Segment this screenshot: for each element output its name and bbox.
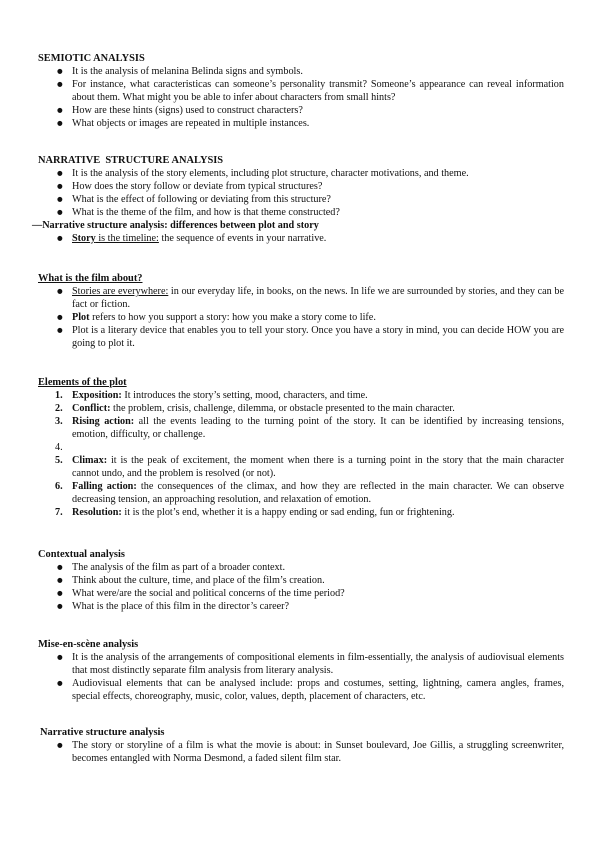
contextual-heading: Contextual analysis bbox=[38, 549, 125, 560]
narrative-subheading: —Narrative structure analysis: differences between plot and story bbox=[32, 220, 319, 231]
item-term: Resolution: bbox=[72, 507, 122, 518]
list-item: ● Think about the culture, time, and place of the film’s creation. bbox=[38, 574, 564, 587]
list-item bbox=[38, 232, 564, 245]
narrative2-list bbox=[38, 739, 564, 765]
list-item: ● How does the story follow or deviate from typical structures? bbox=[38, 180, 564, 193]
list-item: ● It is the analysis of melanina Belinda signs and symbols. bbox=[38, 65, 564, 78]
item-text: it is the peak of excitement, the moment when there is a turning point in the story that the main character cannot undo, and the problem is resolved (or not). bbox=[72, 455, 564, 479]
contextual-list bbox=[38, 561, 564, 613]
item-number: 1. bbox=[55, 390, 63, 401]
elements-section bbox=[38, 376, 564, 519]
narrative-heading: NARRATIVE STRUCTURE ANALYSIS bbox=[38, 155, 224, 166]
item-number: 5. bbox=[55, 455, 63, 466]
item-text: the consequences of the climax, and how they are reflected in the main character. We can observe decreasing tension, an approaching resolution, and relaxation of emotion. bbox=[72, 481, 564, 505]
list-item: ● It is the analysis of the arrangements of compositional elements in film-essentially, the analysis of audiovisual elements that most distinctly separate film analysis from literary analysis. bbox=[38, 651, 564, 677]
list-item: ● It is the analysis of the story elements, including plot structure, character motivations, and theme. bbox=[38, 167, 564, 180]
item-text: refers to how you support a story: how you make a story come to life. bbox=[89, 312, 376, 323]
film-about-heading: What is the film about? bbox=[38, 273, 143, 284]
list-item: ● How are these hints (signs) used to construct characters? bbox=[38, 104, 564, 117]
stories-link: Stories are everywhere: bbox=[72, 286, 169, 297]
film-about-list bbox=[38, 285, 564, 350]
item-text: in our everyday life, in books, on the news. In life we are surrounded by stories, and they can be fact or fiction. bbox=[72, 286, 565, 310]
item-number: 7. bbox=[55, 507, 63, 518]
item-term: Exposition: bbox=[72, 390, 122, 401]
list-item bbox=[38, 402, 564, 415]
narrative-list bbox=[38, 167, 564, 219]
list-item: ● Audiovisual elements that can be analysed include: props and costumes, setting, lightning, camera angles, frames, special effects, choreography, music, color, values, depth, placement of characters, etc. bbox=[38, 677, 564, 703]
semiotic-section bbox=[38, 52, 564, 130]
film-about-section bbox=[38, 272, 564, 350]
list-item bbox=[38, 311, 564, 324]
list-item: ● What is the effect of following or deviating from this structure? bbox=[38, 193, 564, 206]
item-term: Conflict: bbox=[72, 403, 111, 414]
item-text: the problem, crisis, challenge, dilemma, or obstacle presented to the main character. bbox=[110, 403, 455, 414]
list-item bbox=[38, 389, 564, 402]
contextual-section bbox=[38, 548, 564, 613]
elements-list bbox=[38, 389, 564, 519]
semiotic-list bbox=[38, 65, 564, 130]
list-item: ● Plot is a literary device that enables you to tell your story. Once you have a story in mind, you can decide HOW you are going to plot it. bbox=[38, 324, 564, 350]
item-number: 4. bbox=[55, 442, 63, 453]
list-item bbox=[38, 480, 564, 506]
list-item: ● The story or storyline of a film is what the movie is about: in Sunset boulevard, Joe Gillis, a struggling screenwriter, becomes entangled with Norma Desmond, a faded silent film star. bbox=[38, 739, 564, 765]
list-item bbox=[38, 454, 564, 480]
item-text: all the events leading to the turning point of the story. It can be identified by increasing tensions, emotion, difficulty, or challenge. bbox=[72, 416, 565, 440]
story-link: is the timeline: bbox=[95, 233, 159, 244]
semiotic-heading: SEMIOTIC ANALYSIS bbox=[38, 53, 145, 64]
list-item: ● The analysis of the film as part of a broader context. bbox=[38, 561, 564, 574]
list-item bbox=[38, 415, 564, 441]
item-term: Falling action: bbox=[72, 481, 137, 492]
item-text: it is the plot’s end, whether it is a happy ending or sad ending, fun or frightening. bbox=[121, 507, 455, 518]
list-item: ● What objects or images are repeated in multiple instances. bbox=[38, 117, 564, 130]
item-number: 6. bbox=[55, 481, 63, 492]
item-number: 3. bbox=[55, 416, 63, 427]
item-text: It introduces the story’s setting, mood, characters, and time. bbox=[121, 390, 368, 401]
list-item bbox=[38, 506, 564, 519]
item-term: Rising action: bbox=[72, 416, 135, 427]
mise-list bbox=[38, 651, 564, 703]
story-term: Story bbox=[72, 233, 96, 244]
narrative2-section bbox=[38, 726, 564, 765]
item-term: Climax: bbox=[72, 455, 108, 466]
mise-heading: Mise-en-scène analysis bbox=[38, 639, 139, 650]
list-item: ● What is the theme of the film, and how is that theme constructed? bbox=[38, 206, 564, 219]
item-number: 2. bbox=[55, 403, 63, 414]
story-rest: the sequence of events in your narrative. bbox=[158, 233, 327, 244]
narrative-section bbox=[32, 154, 564, 245]
list-item: ● What is the place of this film in the director’s career? bbox=[38, 600, 564, 613]
mise-section bbox=[38, 638, 564, 703]
elements-heading: Elements of the plot bbox=[38, 377, 127, 388]
story-list bbox=[38, 232, 564, 245]
list-item: ● For instance, what caracteristicas can someone’s personality transmit? Someone’s appearance can reveal information about them. What might you be able to infer about characters from small hints? bbox=[38, 78, 564, 104]
plot-term: Plot bbox=[72, 312, 90, 323]
narrative2-heading: Narrative structure analysis bbox=[40, 727, 165, 738]
list-item bbox=[38, 285, 564, 311]
list-item bbox=[38, 441, 564, 454]
list-item: ● What were/are the social and political concerns of the time period? bbox=[38, 587, 564, 600]
